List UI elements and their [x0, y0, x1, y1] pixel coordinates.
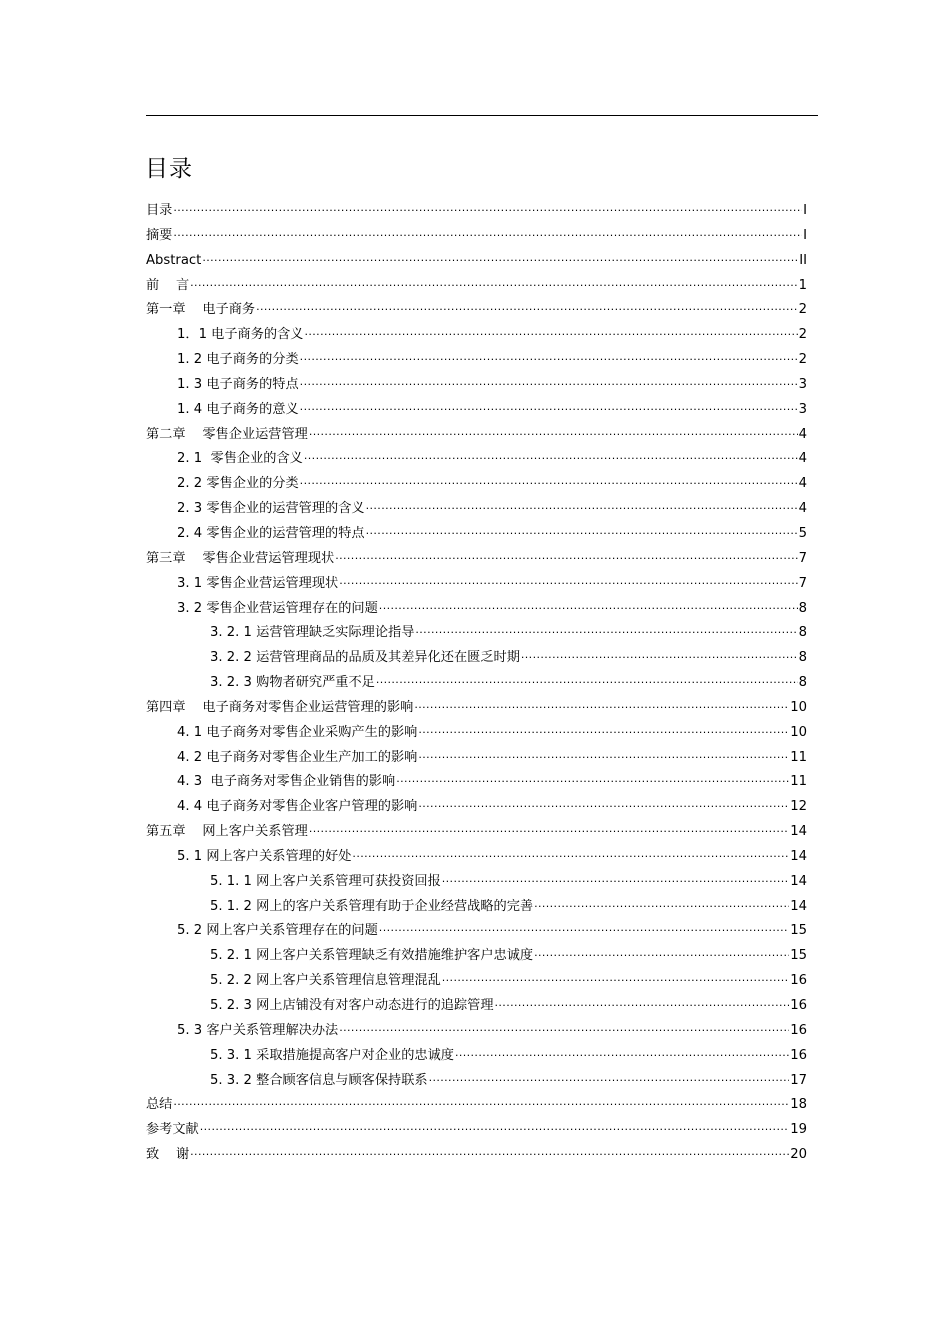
dot-leader	[339, 1016, 789, 1041]
toc-entry-title: 1. 4 电子商务的意义	[177, 401, 299, 417]
toc-entry-title: 2. 4 零售企业的运营管理的特点	[177, 525, 365, 541]
toc-entry-title: 总结	[146, 1097, 173, 1113]
dot-leader	[200, 1115, 789, 1140]
dot-leader	[202, 246, 798, 271]
toc-entry-page-number: 11	[790, 749, 807, 765]
dot-leader	[418, 792, 789, 817]
toc-entry-page-number: 20	[790, 1147, 807, 1163]
toc-entry-page-number: 15	[790, 948, 807, 964]
toc-entry-page-number: 8	[798, 625, 807, 641]
toc-entry-page-number: 18	[790, 1097, 807, 1113]
toc-entry-title: 致 谢	[146, 1147, 190, 1163]
toc-entry-title: 5. 2 网上客户关系管理存在的问题	[177, 923, 378, 939]
toc-entry-page-number: 14	[790, 848, 807, 864]
toc-entry-page-number: 4	[798, 501, 807, 517]
dot-leader	[352, 842, 789, 867]
toc-entry-page-number: I	[803, 227, 807, 243]
toc-entry-title: 5. 3 客户关系管理解决办法	[177, 1022, 339, 1038]
dot-leader	[339, 569, 797, 594]
toc-entry-title: 3. 2 零售企业营运管理存在的问题	[177, 600, 378, 616]
toc-entry-title: 3. 2. 3 购物者研究严重不足	[210, 675, 375, 691]
dot-leader	[521, 643, 798, 668]
dot-leader	[173, 221, 802, 246]
toc-entry-page-number: I	[803, 203, 807, 218]
dot-leader	[379, 916, 789, 941]
toc-entry-title: 4. 1 电子商务对零售企业采购产生的影响	[177, 724, 418, 740]
toc-entry-title: 目录	[146, 203, 173, 218]
toc-entry-page-number: 16	[790, 1022, 807, 1038]
toc-entry-page-number: 3	[798, 401, 807, 417]
toc-entry-page-number: 15	[790, 923, 807, 939]
toc-entry-page-number: 8	[798, 600, 807, 616]
toc-entry-page-number: 2	[798, 302, 807, 318]
dot-leader	[173, 1090, 789, 1115]
dot-leader	[415, 618, 797, 643]
dot-leader	[173, 196, 802, 221]
toc-entry-page-number: 4	[798, 476, 807, 492]
toc-entry-title: 4. 4 电子商务对零售企业客户管理的影响	[177, 799, 418, 815]
dot-leader	[300, 370, 798, 395]
toc-entry-title: Abstract	[146, 252, 202, 268]
toc-entry-title: 3. 1 零售企业营运管理现状	[177, 575, 339, 591]
toc-entry-page-number: 7	[798, 550, 807, 566]
toc-entry-page-number: 19	[790, 1122, 807, 1138]
toc-entry-title: 第二章 零售企业运营管理	[146, 426, 308, 442]
toc-entry-title: 3. 2. 2 运营管理商品的品质及其差异化还在匮乏时期	[210, 650, 520, 666]
page-title: 目录	[145, 156, 193, 182]
dot-leader	[366, 519, 798, 544]
toc-entry-page-number: 7	[798, 575, 807, 591]
toc-entry-page-number: 8	[798, 675, 807, 691]
toc-entry-title: 参考文献	[146, 1122, 199, 1138]
toc-entry-title: 第四章 电子商务对零售企业运营管理的影响	[146, 699, 414, 715]
toc-entry-title: 1. 2 电子商务的分类	[177, 352, 299, 368]
dot-leader	[418, 743, 789, 768]
toc-entry-title: 前 言	[146, 277, 190, 293]
dot-leader	[495, 991, 790, 1016]
toc-entry-page-number: 10	[790, 724, 807, 740]
dot-leader	[309, 420, 798, 445]
toc-entry-title: 1. 3 电子商务的特点	[177, 376, 299, 392]
dot-leader	[300, 469, 798, 494]
dot-leader	[376, 668, 798, 693]
toc-entry-title: 3. 2. 1 运营管理缺乏实际理论指导	[210, 625, 415, 641]
toc-entry-page-number: 4	[798, 426, 807, 442]
toc-entry[interactable]	[146, 1143, 807, 1168]
toc-entry-page-number: 14	[790, 824, 807, 840]
toc-entry-page-number: II	[799, 252, 807, 268]
toc-entry-page-number: 14	[790, 898, 807, 914]
dot-leader	[304, 444, 798, 469]
dot-leader	[379, 594, 798, 619]
header-rule	[146, 115, 818, 116]
table-of-contents	[146, 199, 807, 1168]
toc-entry-title: 5. 2. 1 网上客户关系管理缺乏有效措施维护客户忠诚度	[210, 948, 534, 964]
toc-entry-page-number: 3	[798, 376, 807, 392]
dot-leader	[534, 941, 789, 966]
toc-entry-page-number: 8	[798, 650, 807, 666]
dot-leader	[190, 1140, 789, 1165]
dot-leader	[304, 320, 797, 345]
toc-entry-page-number: 17	[790, 1072, 807, 1088]
toc-entry-title: 5. 1 网上客户关系管理的好处	[177, 848, 352, 864]
toc-entry-page-number: 4	[798, 451, 807, 467]
toc-entry-page-number: 16	[790, 998, 807, 1013]
toc-entry-title: 5. 3. 2 整合顾客信息与顾客保持联系	[210, 1072, 428, 1088]
dot-leader	[455, 1041, 789, 1066]
toc-entry-page-number: 5	[798, 525, 807, 541]
dot-leader	[366, 494, 798, 519]
toc-entry-page-number: 16	[790, 1047, 807, 1063]
toc-entry-page-number: 2	[798, 352, 807, 368]
dot-leader	[335, 544, 797, 569]
dot-leader	[256, 295, 798, 320]
dot-leader	[300, 395, 798, 420]
toc-entry-title: 1．1 电子商务的含义	[177, 327, 304, 343]
dot-leader	[396, 767, 789, 792]
toc-entry-page-number: 14	[790, 873, 807, 889]
dot-leader	[534, 892, 789, 917]
toc-entry-title: 5. 3. 1 采取措施提高客户对企业的忠诚度	[210, 1047, 454, 1063]
toc-entry-page-number: 2	[798, 327, 807, 343]
toc-entry-page-number: 1	[798, 277, 807, 293]
toc-entry-page-number: 10	[790, 699, 807, 715]
toc-entry-title: 5. 1. 1 网上客户关系管理可获投资回报	[210, 873, 441, 889]
toc-entry-title: 第三章 零售企业营运管理现状	[146, 550, 335, 566]
toc-entry-title: 5. 1. 2 网上的客户关系管理有助于企业经营战略的完善	[210, 898, 534, 914]
toc-entry-title: 4. 3 电子商务对零售企业销售的影响	[177, 774, 396, 790]
toc-entry-title: 5. 2. 3 网上店铺没有对客户动态进行的追踪管理	[210, 998, 494, 1013]
dot-leader	[442, 867, 789, 892]
dot-leader	[309, 817, 789, 842]
dot-leader	[414, 693, 789, 718]
toc-entry-title: 2. 3 零售企业的运营管理的含义	[177, 501, 365, 517]
dot-leader	[418, 718, 789, 743]
dot-leader	[429, 1066, 790, 1091]
dot-leader	[442, 966, 789, 991]
dot-leader	[300, 345, 798, 370]
toc-entry-page-number: 11	[790, 774, 807, 790]
toc-entry-title: 2. 2 零售企业的分类	[177, 476, 299, 492]
toc-entry-title: 5. 2. 2 网上客户关系管理信息管理混乱	[210, 973, 441, 989]
toc-entry-title: 第五章 网上客户关系管理	[146, 824, 308, 840]
toc-entry-page-number: 16	[790, 973, 807, 989]
toc-entry-title: 摘要	[146, 227, 173, 243]
toc-entry-title: 4. 2 电子商务对零售企业生产加工的影响	[177, 749, 418, 765]
toc-entry-title: 2. 1 零售企业的含义	[177, 451, 303, 467]
toc-entry-page-number: 12	[790, 799, 807, 815]
dot-leader	[190, 271, 797, 296]
toc-entry-title: 第一章 电子商务	[146, 302, 256, 318]
